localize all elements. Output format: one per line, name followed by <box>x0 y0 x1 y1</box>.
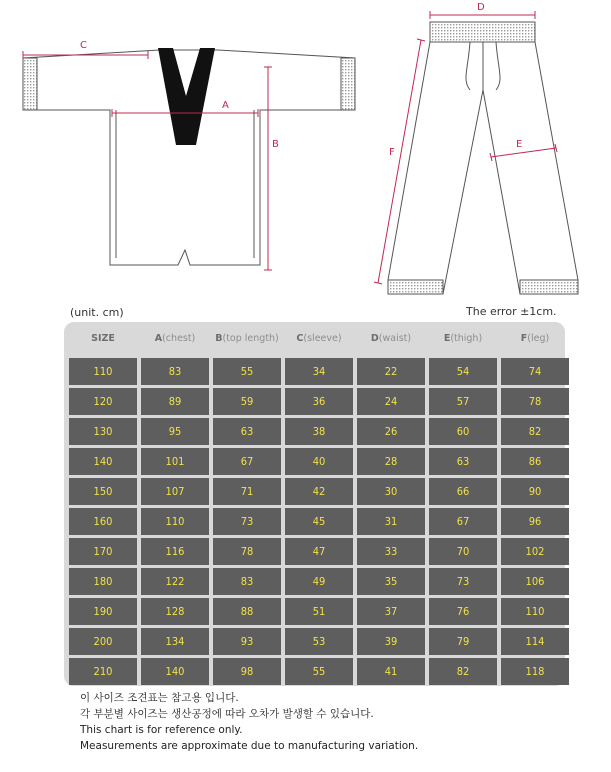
table-cell: 95 <box>141 418 209 445</box>
header-cell: A(chest) <box>154 333 196 344</box>
table-cell: 83 <box>213 568 281 595</box>
table-cell: 67 <box>429 508 497 535</box>
table-cell: 78 <box>213 538 281 565</box>
table-cell: 140 <box>69 448 137 475</box>
table-cell: 63 <box>213 418 281 445</box>
header-cell: D(waist) <box>370 333 412 344</box>
table-cell: 37 <box>357 598 425 625</box>
table-cell: 67 <box>213 448 281 475</box>
table-cell: 33 <box>357 538 425 565</box>
table-cell: 210 <box>69 658 137 685</box>
table-cell: 40 <box>285 448 353 475</box>
table-cell: 22 <box>357 358 425 385</box>
table-cell: 55 <box>213 358 281 385</box>
table-cell: 63 <box>429 448 497 475</box>
table-cell: 34 <box>285 358 353 385</box>
table-cell: 55 <box>285 658 353 685</box>
table-cell: 116 <box>141 538 209 565</box>
table-cell: 26 <box>357 418 425 445</box>
table-cell: 150 <box>69 478 137 505</box>
table-cell: 70 <box>429 538 497 565</box>
note-en-1: This chart is for reference only. <box>80 724 243 736</box>
table-cell: 42 <box>285 478 353 505</box>
label-c: C <box>80 40 87 51</box>
table-cell: 134 <box>141 628 209 655</box>
table-cell: 110 <box>501 598 569 625</box>
header-cell: C(sleeve) <box>296 333 342 344</box>
garment-diagrams <box>0 0 611 305</box>
table-cell: 170 <box>69 538 137 565</box>
table-cell: 78 <box>501 388 569 415</box>
table-cell: 39 <box>357 628 425 655</box>
table-cell: 73 <box>429 568 497 595</box>
table-cell: 79 <box>429 628 497 655</box>
note-kr-2: 각 부분별 사이즈는 생산공정에 따라 오차가 발생할 수 있습니다. <box>80 708 374 720</box>
table-cell: 96 <box>501 508 569 535</box>
notes <box>80 690 418 754</box>
table-cell: 120 <box>69 388 137 415</box>
table-cell: 35 <box>357 568 425 595</box>
label-f: F <box>389 147 395 158</box>
table-cell: 71 <box>213 478 281 505</box>
table-cell: 31 <box>357 508 425 535</box>
table-cell: 59 <box>213 388 281 415</box>
table-cell: 28 <box>357 448 425 475</box>
table-cell: 102 <box>501 538 569 565</box>
table-cell: 82 <box>501 418 569 445</box>
label-e: E <box>516 139 523 150</box>
table-cell: 76 <box>429 598 497 625</box>
table-cell: 128 <box>141 598 209 625</box>
table-cell: 41 <box>357 658 425 685</box>
table-header <box>64 328 565 350</box>
table-cell: 49 <box>285 568 353 595</box>
table-cell: 93 <box>213 628 281 655</box>
size-table <box>64 322 565 686</box>
table-cell: 114 <box>501 628 569 655</box>
table-cell: 98 <box>213 658 281 685</box>
table-cell: 53 <box>285 628 353 655</box>
unit-label: (unit. cm) <box>70 306 124 319</box>
table-cell: 54 <box>429 358 497 385</box>
table-cell: 66 <box>429 478 497 505</box>
label-d: D <box>477 2 485 13</box>
header-cell: E(thigh) <box>443 333 483 344</box>
table-cell: 90 <box>501 478 569 505</box>
table-cell: 38 <box>285 418 353 445</box>
table-cell: 47 <box>285 538 353 565</box>
table-cell: 60 <box>429 418 497 445</box>
table-cell: 160 <box>69 508 137 535</box>
table-cell: 107 <box>141 478 209 505</box>
table-cell: 140 <box>141 658 209 685</box>
label-b: B <box>272 139 279 150</box>
table-cell: 180 <box>69 568 137 595</box>
table-cell: 200 <box>69 628 137 655</box>
header-cell: B(top length) <box>215 333 279 344</box>
table-cell: 73 <box>213 508 281 535</box>
table-cell: 122 <box>141 568 209 595</box>
header-cell: F(leg) <box>520 333 550 344</box>
error-label: The error ±1cm. <box>466 305 557 318</box>
table-cell: 190 <box>69 598 137 625</box>
table-cell: 24 <box>357 388 425 415</box>
jacket-drawing <box>23 50 355 265</box>
table-cell: 101 <box>141 448 209 475</box>
table-cell: 51 <box>285 598 353 625</box>
table-cell: 118 <box>501 658 569 685</box>
note-kr-1: 이 사이즈 조견표는 참고용 입니다. <box>80 692 239 704</box>
table-cell: 57 <box>429 388 497 415</box>
table-cell: 82 <box>429 658 497 685</box>
table-cell: 110 <box>141 508 209 535</box>
table-cell: 36 <box>285 388 353 415</box>
header-cell: SIZE <box>91 333 115 344</box>
table-cell: 83 <box>141 358 209 385</box>
table-cell: 86 <box>501 448 569 475</box>
table-cell: 106 <box>501 568 569 595</box>
table-cell: 30 <box>357 478 425 505</box>
table-cell: 89 <box>141 388 209 415</box>
table-cell: 45 <box>285 508 353 535</box>
table-cell: 74 <box>501 358 569 385</box>
label-a: A <box>222 100 229 111</box>
table-cell: 130 <box>69 418 137 445</box>
table-cell: 110 <box>69 358 137 385</box>
table-cell: 88 <box>213 598 281 625</box>
note-en-2: Measurements are approximate due to manufacturing variation. <box>80 740 419 752</box>
